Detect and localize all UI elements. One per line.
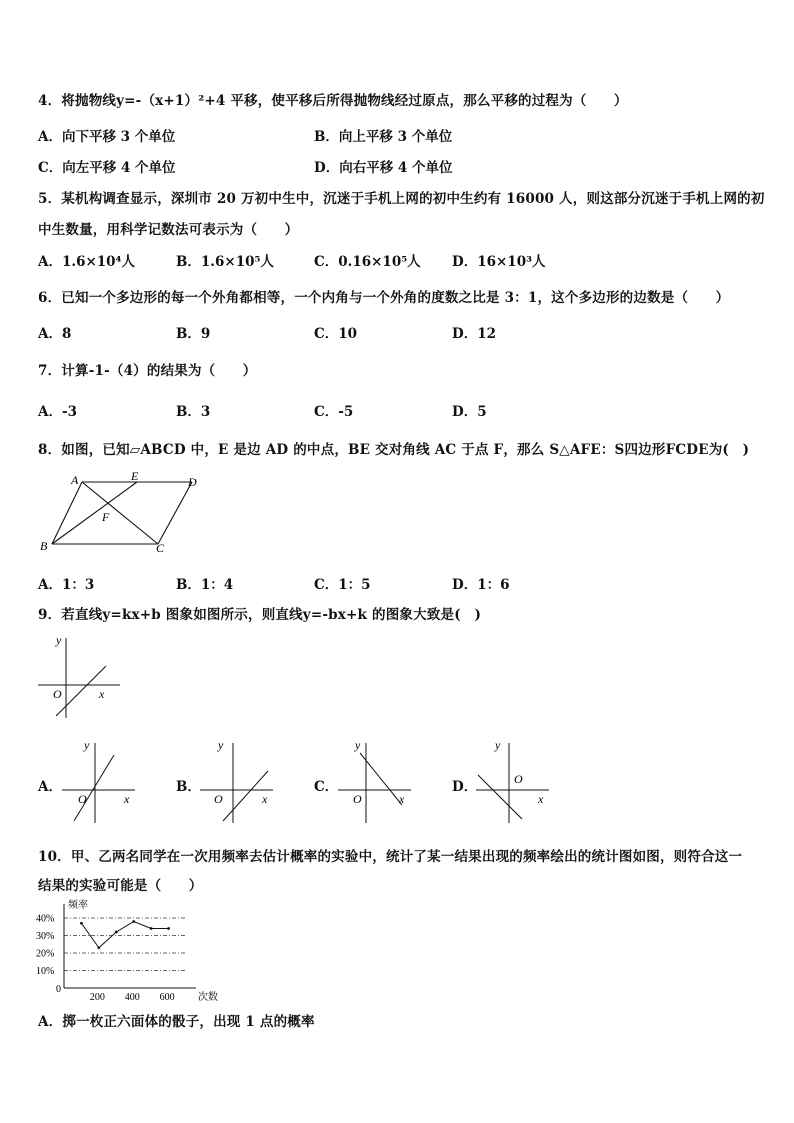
- q5-option-c[interactable]: C．0.16×10⁵人: [314, 254, 421, 270]
- q5-option-a[interactable]: A．1.6×10⁴人: [38, 254, 135, 270]
- q7-stem: 7．计算-1-（4）的结果为（ ）: [38, 363, 257, 379]
- data-point: [80, 922, 83, 925]
- svg-text:O: O: [78, 792, 87, 806]
- q6-stem: 6．已知一个多边形的每一个外角都相等，一个内角与一个外角的度数之比是 3：1，这个多边形的边数是（ ）: [38, 290, 730, 306]
- q4-option-d[interactable]: D．向右平移 4 个单位: [314, 160, 453, 176]
- q9-graph-d[interactable]: [474, 735, 554, 825]
- q7-option-c[interactable]: C．-5: [314, 404, 354, 420]
- origin-label: 0: [56, 984, 61, 995]
- q6-option-a[interactable]: A．8: [38, 326, 72, 342]
- diagonal-ac: [82, 482, 158, 544]
- q9-given-graph: [36, 630, 126, 725]
- svg-text:y: y: [56, 633, 62, 647]
- label-d: D: [188, 475, 197, 489]
- x-tick-label: 200: [89, 992, 105, 1003]
- side-dc: [158, 482, 192, 544]
- y-tick-label: 40%: [36, 913, 55, 925]
- q4-stem: 4．将抛物线y=-（x+1）²+4 平移，使平移后所得抛物线经过原点，那么平移的过程为（ ）: [38, 93, 628, 109]
- label-f: F: [102, 510, 110, 524]
- q10-stem-line1: 10．甲、乙两名同学在一次用频率去估计概率的实验中，统计了某一结果出现的频率绘出的统计图如图，则符合这一: [38, 849, 743, 865]
- x-tick-label: 600: [159, 992, 175, 1003]
- svg-text:O: O: [214, 792, 223, 806]
- data-point: [150, 927, 153, 930]
- x-axis-label: 次数: [198, 992, 218, 1003]
- q8-option-c[interactable]: C．1：5: [314, 577, 371, 593]
- q10-stem-line2: 结果的实验可能是（ ）: [38, 878, 203, 894]
- y-tick-label: 10%: [36, 966, 55, 977]
- svg-text:y: y: [218, 738, 224, 752]
- svg-text:x: x: [262, 792, 268, 806]
- segment-be: [52, 482, 137, 544]
- svg-text:x: x: [99, 687, 105, 701]
- label-e: E: [131, 470, 139, 483]
- frequency-series-line: [81, 922, 168, 948]
- y-tick-label: 20%: [36, 948, 55, 960]
- q9-option-a[interactable]: A．: [38, 779, 62, 795]
- q9-graph-c[interactable]: [336, 735, 416, 825]
- svg-text:x: x: [538, 792, 544, 806]
- q9-stem: 9．若直线y=kx+b 图象如图所示，则直线y=-bx+k 的图象大致是( ): [38, 607, 482, 623]
- q9-graph-b[interactable]: [198, 735, 278, 825]
- q5-option-b[interactable]: B．1.6×10⁵人: [176, 254, 274, 270]
- x-tick-label: 400: [124, 992, 140, 1003]
- q8-stem: 8．如图，已知▱ABCD 中，E 是边 AD 的中点，BE 交对角线 AC 于点 F，那么 S△AFE：S四边形FCDE为( ): [38, 442, 750, 458]
- parallelogram-figure: [36, 470, 216, 560]
- q6-option-d[interactable]: D．12: [452, 326, 496, 342]
- q10-option-a[interactable]: A．掷一枚正六面体的骰子，出现 1 点的概率: [38, 1014, 315, 1030]
- svg-text:x: x: [399, 792, 405, 806]
- data-point: [115, 931, 118, 934]
- label-b: B: [40, 539, 48, 553]
- svg-text:O: O: [53, 687, 62, 701]
- q6-option-c[interactable]: C．10: [314, 326, 358, 342]
- label-c: C: [156, 541, 165, 555]
- q4-option-a[interactable]: A．向下平移 3 个单位: [38, 129, 176, 145]
- q9-graph-a[interactable]: [60, 735, 140, 825]
- q8-option-a[interactable]: A．1：3: [38, 577, 95, 593]
- svg-text:y: y: [495, 738, 501, 752]
- svg-text:y: y: [84, 738, 90, 752]
- q4-option-c[interactable]: C．向左平移 4 个单位: [38, 160, 176, 176]
- q7-option-b[interactable]: B．3: [176, 404, 211, 420]
- q6-option-b[interactable]: B．9: [176, 326, 211, 342]
- frequency-chart: [34, 896, 224, 1006]
- q8-option-d[interactable]: D．1：6: [452, 577, 510, 593]
- side-ba: [52, 482, 82, 544]
- svg-text:y: y: [355, 738, 361, 752]
- svg-text:O: O: [514, 772, 523, 786]
- label-a: A: [71, 473, 79, 487]
- q5-option-d[interactable]: D．16×10³人: [452, 254, 546, 270]
- q9-option-c[interactable]: C．: [314, 779, 339, 795]
- q8-option-b[interactable]: B．1：4: [176, 577, 234, 593]
- q5-stem-line2: 中生数量，用科学记数法可表示为（ ）: [38, 222, 299, 238]
- q5-stem-line1: 5．某机构调查显示，深圳市 20 万初中生中，沉迷于手机上网的初中生约有 16000 人，则这部分沉迷于手机上网的初: [38, 191, 765, 207]
- y-tick-label: 30%: [36, 931, 55, 942]
- svg-text:x: x: [124, 792, 130, 806]
- q9-option-d[interactable]: D．: [452, 779, 478, 795]
- q7-option-d[interactable]: D．5: [452, 404, 487, 420]
- y-axis-label: 频率: [68, 900, 88, 911]
- q7-option-a[interactable]: A．-3: [38, 404, 77, 420]
- svg-text:O: O: [353, 792, 362, 806]
- data-point: [167, 927, 170, 930]
- q4-option-b[interactable]: B．向上平移 3 个单位: [314, 129, 453, 145]
- data-point: [132, 920, 135, 923]
- q9-option-b[interactable]: B．: [176, 779, 201, 795]
- data-point: [97, 946, 100, 949]
